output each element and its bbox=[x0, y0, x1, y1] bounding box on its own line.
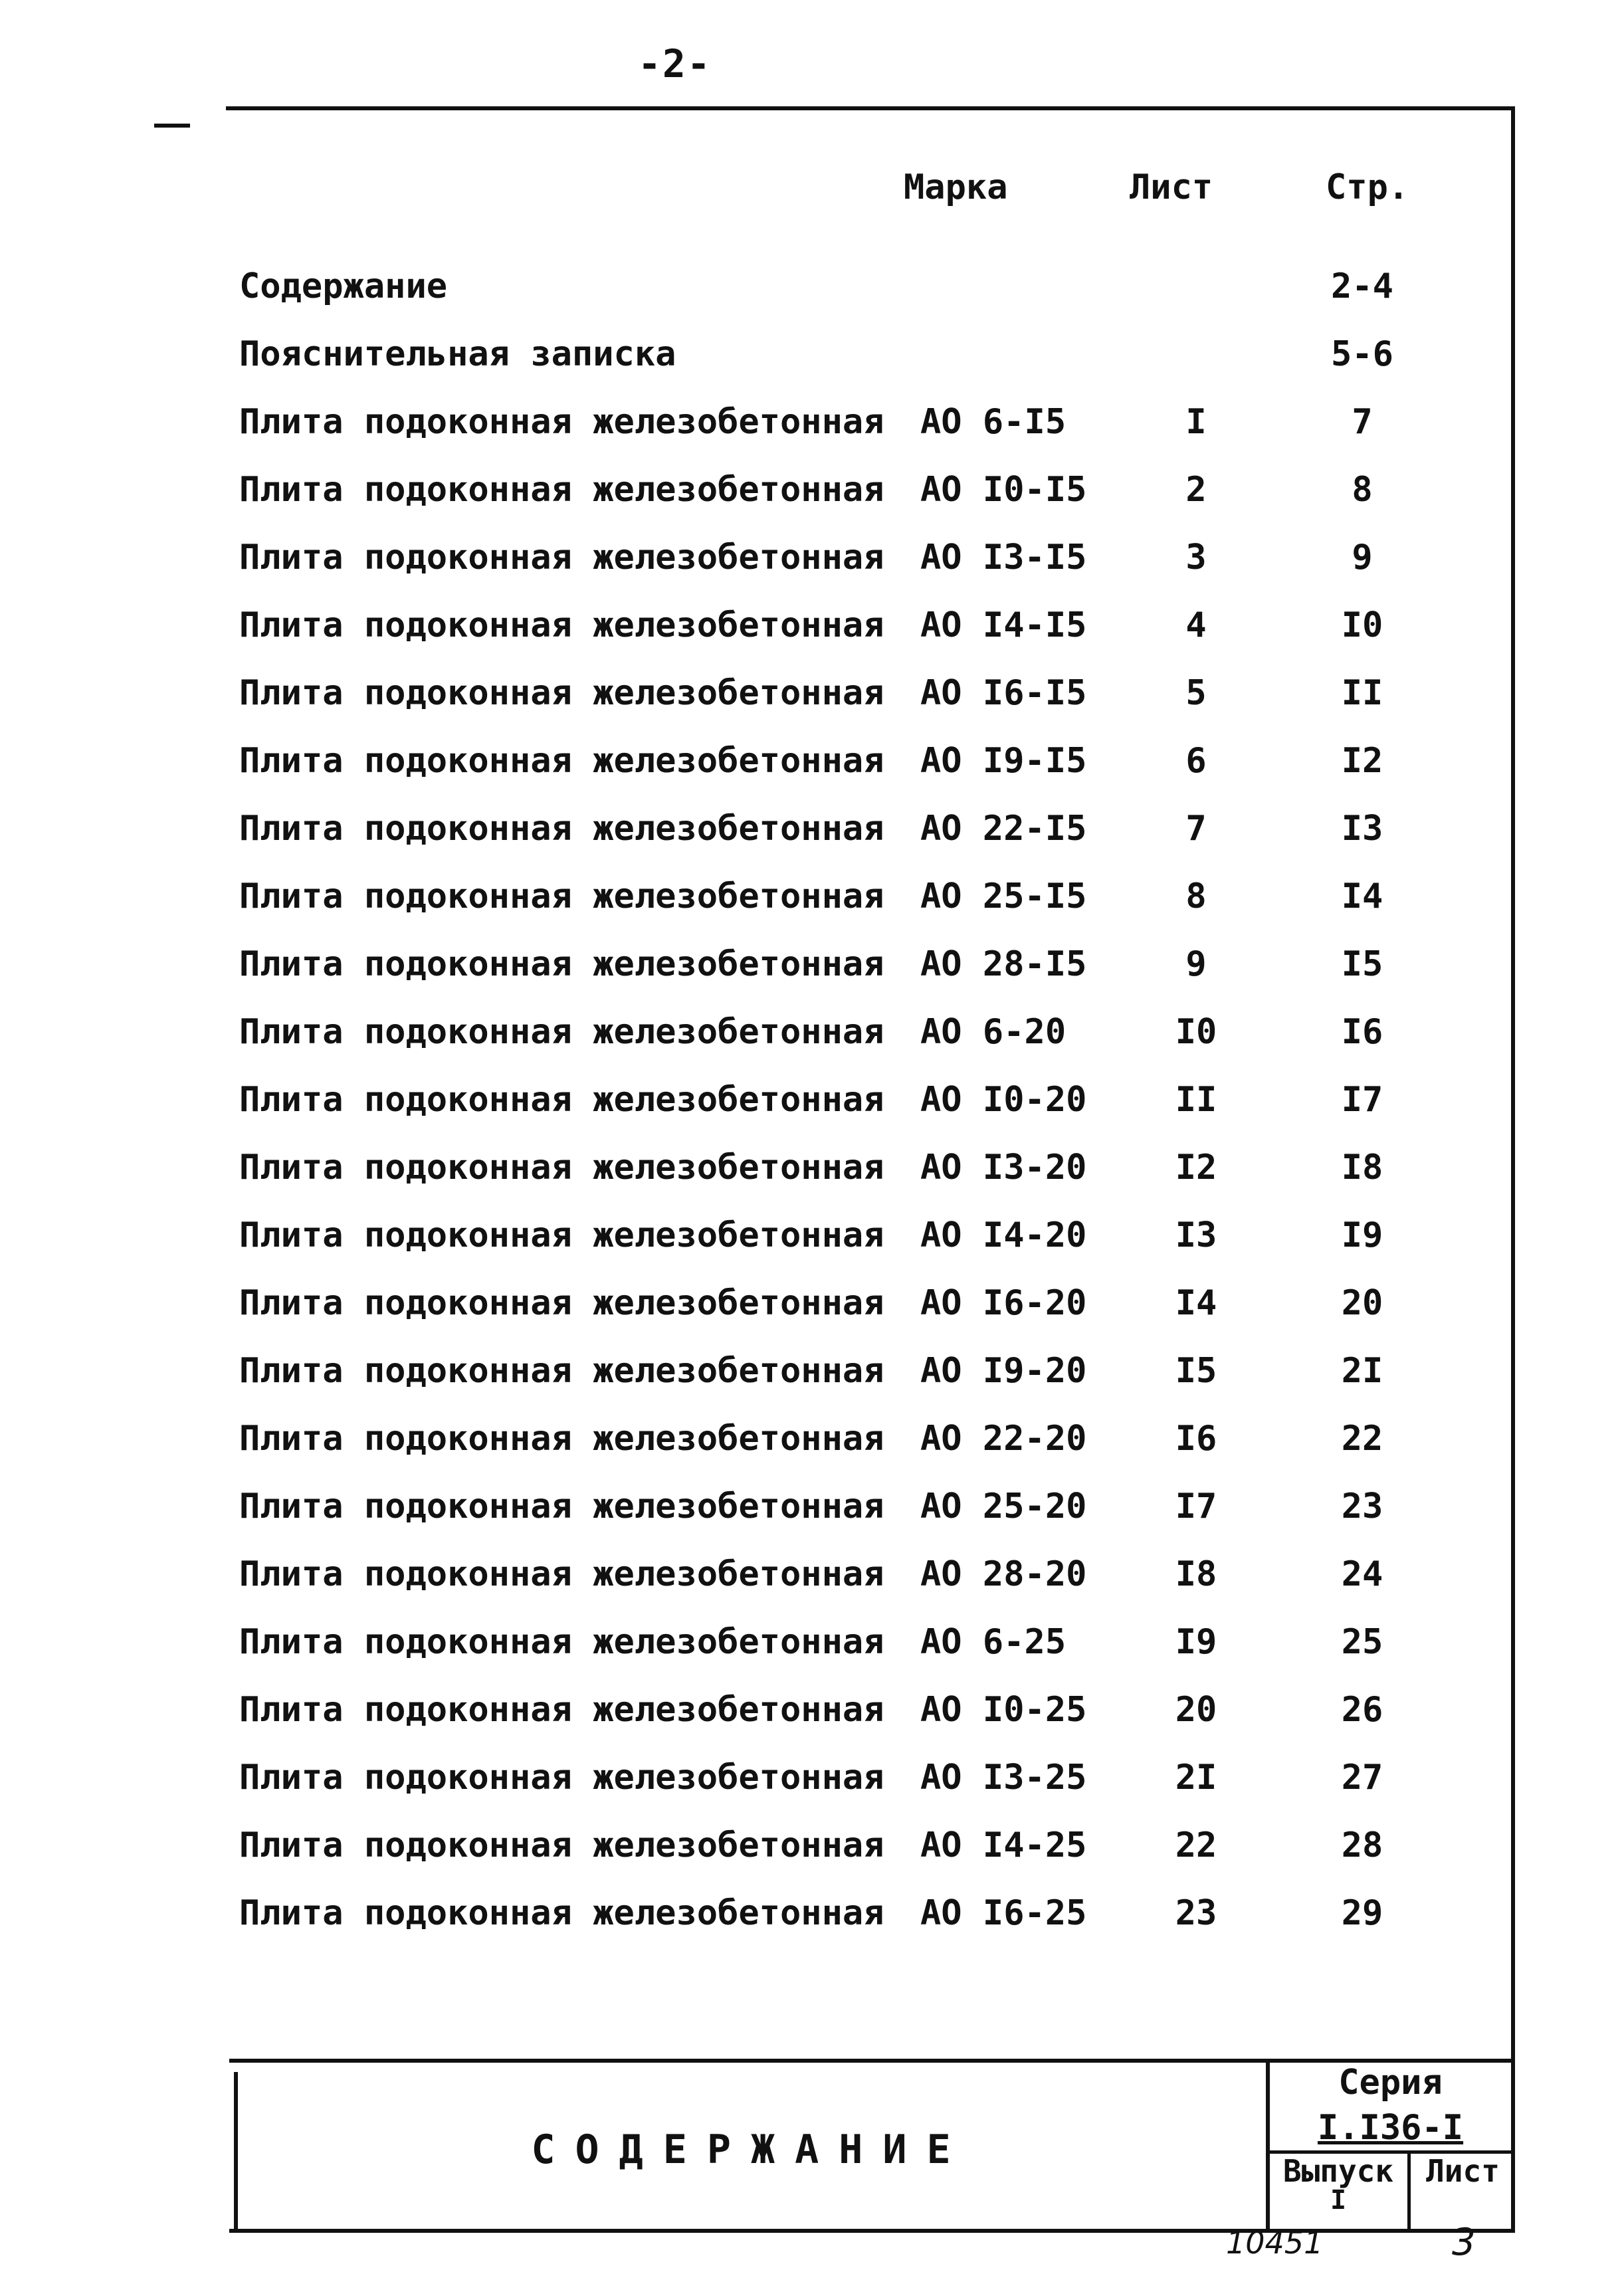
toc-mark: АО I3-25 bbox=[920, 1758, 1087, 1798]
toc-page: I0 bbox=[1341, 605, 1383, 645]
toc-mark: АО 6-I5 bbox=[920, 402, 1066, 442]
toc-mark: АО 22-20 bbox=[920, 1419, 1087, 1459]
toc-row bbox=[239, 591, 1488, 659]
series-value: I.I36-I bbox=[1317, 2108, 1464, 2148]
toc-title: Плита подоконная железобетонная bbox=[239, 1554, 884, 1594]
toc-mark: АО I4-25 bbox=[920, 1825, 1087, 1865]
toc-title: Плита подоконная железобетонная bbox=[239, 1351, 884, 1391]
toc-title: Плита подоконная железобетонная bbox=[239, 402, 884, 442]
toc-row bbox=[239, 1134, 1488, 1201]
toc-page: 8 bbox=[1352, 470, 1373, 510]
toc-sheet: I7 bbox=[1175, 1487, 1217, 1526]
toc-page: 26 bbox=[1341, 1690, 1383, 1730]
toc-mark: АО I6-25 bbox=[920, 1893, 1087, 1933]
toc-sheet: I2 bbox=[1175, 1148, 1217, 1188]
toc-row bbox=[239, 1540, 1488, 1608]
toc-page: 5-6 bbox=[1331, 334, 1393, 374]
toc-title: Плита подоконная железобетонная bbox=[239, 1215, 884, 1255]
toc-title: Плита подоконная железобетонная bbox=[239, 1148, 884, 1188]
toc-page: 23 bbox=[1341, 1487, 1383, 1526]
toc-mark: АО 25-20 bbox=[920, 1487, 1087, 1526]
toc-sheet: I9 bbox=[1175, 1622, 1217, 1662]
toc-sheet: II bbox=[1175, 1080, 1217, 1120]
archive-number: 10451 bbox=[1226, 2225, 1324, 2261]
toc-row bbox=[239, 1201, 1488, 1269]
toc-row bbox=[239, 727, 1488, 795]
toc-page: I2 bbox=[1341, 741, 1383, 781]
toc-mark: АО 6-20 bbox=[920, 1012, 1066, 1052]
toc-page: I5 bbox=[1341, 944, 1383, 984]
table-of-contents bbox=[239, 253, 1488, 1947]
toc-title: Плита подоконная железобетонная bbox=[239, 877, 884, 916]
toc-mark: АО 22-I5 bbox=[920, 809, 1087, 849]
toc-title: Пояснительная записка bbox=[239, 334, 676, 374]
toc-page: 2-4 bbox=[1331, 266, 1393, 306]
column-header-sheet: Лист bbox=[1130, 167, 1213, 207]
toc-sheet: I5 bbox=[1175, 1351, 1217, 1391]
toc-sheet: 22 bbox=[1175, 1825, 1217, 1865]
toc-row bbox=[239, 1269, 1488, 1337]
toc-mark: АО I6-I5 bbox=[920, 673, 1087, 713]
toc-sheet: 20 bbox=[1175, 1690, 1217, 1730]
toc-mark: АО 6-25 bbox=[920, 1622, 1066, 1662]
toc-mark: АО 28-I5 bbox=[920, 944, 1087, 984]
toc-title: Плита подоконная железобетонная bbox=[239, 605, 884, 645]
toc-title: Содержание bbox=[239, 266, 448, 306]
toc-sheet: 23 bbox=[1175, 1893, 1217, 1933]
column-header-mark: Марка bbox=[904, 167, 1008, 207]
toc-row bbox=[239, 930, 1488, 998]
toc-title: Плита подоконная железобетонная bbox=[239, 809, 884, 849]
toc-row bbox=[239, 659, 1488, 727]
title-block-left-line bbox=[234, 2072, 238, 2231]
toc-row bbox=[239, 320, 1488, 388]
margin-mark bbox=[154, 124, 190, 128]
toc-mark: АО I4-I5 bbox=[920, 605, 1087, 645]
title-block-title: СОДЕРЖАНИЕ bbox=[531, 2126, 971, 2173]
page-number: -2- bbox=[638, 41, 712, 86]
toc-sheet: 8 bbox=[1185, 877, 1207, 916]
toc-mark: АО I9-20 bbox=[920, 1351, 1087, 1391]
toc-page: I8 bbox=[1341, 1148, 1383, 1188]
toc-row bbox=[239, 253, 1488, 320]
toc-sheet: 9 bbox=[1185, 944, 1207, 984]
issue-label: Выпуск bbox=[1282, 2153, 1394, 2189]
series-label: Серия bbox=[1338, 2063, 1443, 2103]
toc-mark: АО I0-20 bbox=[920, 1080, 1087, 1120]
toc-title: Плита подоконная железобетонная bbox=[239, 1622, 884, 1662]
sheet-label: Лист bbox=[1426, 2153, 1500, 2189]
toc-page: 22 bbox=[1341, 1419, 1383, 1459]
toc-page: 9 bbox=[1352, 538, 1373, 577]
toc-row bbox=[239, 1608, 1488, 1676]
toc-sheet: I bbox=[1185, 402, 1207, 442]
toc-sheet: 2I bbox=[1175, 1758, 1217, 1798]
toc-mark: АО I6-20 bbox=[920, 1283, 1087, 1323]
toc-mark: АО I0-25 bbox=[920, 1690, 1087, 1730]
toc-sheet: 3 bbox=[1185, 538, 1207, 577]
toc-sheet: I3 bbox=[1175, 1215, 1217, 1255]
toc-row bbox=[239, 1879, 1488, 1947]
toc-title: Плита подоконная железобетонная bbox=[239, 944, 884, 984]
toc-row bbox=[239, 795, 1488, 863]
toc-mark: АО 25-I5 bbox=[920, 877, 1087, 916]
toc-title: Плита подоконная железобетонная bbox=[239, 1758, 884, 1798]
toc-mark: АО I4-20 bbox=[920, 1215, 1087, 1255]
toc-sheet: I4 bbox=[1175, 1283, 1217, 1323]
toc-title: Плита подоконная железобетонная bbox=[239, 1893, 884, 1933]
issue-value: I bbox=[1330, 2185, 1347, 2216]
toc-title: Плита подоконная железобетонная bbox=[239, 1825, 884, 1865]
toc-page: I3 bbox=[1341, 809, 1383, 849]
toc-page: 24 bbox=[1341, 1554, 1383, 1594]
toc-page: 7 bbox=[1352, 402, 1373, 442]
toc-row bbox=[239, 998, 1488, 1066]
toc-title: Плита подоконная железобетонная bbox=[239, 1080, 884, 1120]
toc-sheet: 7 bbox=[1185, 809, 1207, 849]
toc-page: 20 bbox=[1341, 1283, 1383, 1323]
toc-row bbox=[239, 1337, 1488, 1405]
toc-row bbox=[239, 1744, 1488, 1811]
toc-row bbox=[239, 863, 1488, 930]
toc-title: Плита подоконная железобетонная bbox=[239, 1283, 884, 1323]
toc-title: Плита подоконная железобетонная bbox=[239, 1487, 884, 1526]
toc-row bbox=[239, 1676, 1488, 1744]
toc-mark: АО 28-20 bbox=[920, 1554, 1087, 1594]
toc-page: 28 bbox=[1341, 1825, 1383, 1865]
toc-sheet: 2 bbox=[1185, 470, 1207, 510]
toc-row bbox=[239, 1473, 1488, 1540]
toc-title: Плита подоконная железобетонная bbox=[239, 470, 884, 510]
toc-sheet: 4 bbox=[1185, 605, 1207, 645]
toc-row bbox=[239, 388, 1488, 456]
toc-row bbox=[239, 1405, 1488, 1473]
toc-row bbox=[239, 456, 1488, 524]
toc-title: Плита подоконная железобетонная bbox=[239, 673, 884, 713]
toc-page: I6 bbox=[1341, 1012, 1383, 1052]
toc-sheet: I6 bbox=[1175, 1419, 1217, 1459]
toc-page: 25 bbox=[1341, 1622, 1383, 1662]
toc-sheet: I8 bbox=[1175, 1554, 1217, 1594]
frame-top-border bbox=[226, 106, 1515, 110]
toc-page: I4 bbox=[1341, 877, 1383, 916]
frame-right-border bbox=[1511, 106, 1515, 2233]
toc-title: Плита подоконная железобетонная bbox=[239, 741, 884, 781]
toc-title: Плита подоконная железобетонная bbox=[239, 1419, 884, 1459]
toc-page: 2I bbox=[1341, 1351, 1383, 1391]
toc-mark: АО I3-20 bbox=[920, 1148, 1087, 1188]
column-header-page: Стр. bbox=[1326, 167, 1409, 207]
toc-row bbox=[239, 524, 1488, 591]
toc-sheet: I0 bbox=[1175, 1012, 1217, 1052]
toc-page: II bbox=[1341, 673, 1383, 713]
toc-page: 27 bbox=[1341, 1758, 1383, 1798]
toc-row bbox=[239, 1811, 1488, 1879]
toc-title: Плита подоконная железобетонная bbox=[239, 1690, 884, 1730]
toc-mark: АО I9-I5 bbox=[920, 741, 1087, 781]
toc-page: I9 bbox=[1341, 1215, 1383, 1255]
toc-mark: АО I3-I5 bbox=[920, 538, 1087, 577]
toc-sheet: 6 bbox=[1185, 741, 1207, 781]
sheet-number: 3 bbox=[1452, 2221, 1476, 2264]
toc-title: Плита подоконная железобетонная bbox=[239, 1012, 884, 1052]
toc-row bbox=[239, 1066, 1488, 1134]
toc-mark: АО I0-I5 bbox=[920, 470, 1087, 510]
toc-sheet: 5 bbox=[1185, 673, 1207, 713]
toc-title: Плита подоконная железобетонная bbox=[239, 538, 884, 577]
toc-page: 29 bbox=[1341, 1893, 1383, 1933]
toc-page: I7 bbox=[1341, 1080, 1383, 1120]
